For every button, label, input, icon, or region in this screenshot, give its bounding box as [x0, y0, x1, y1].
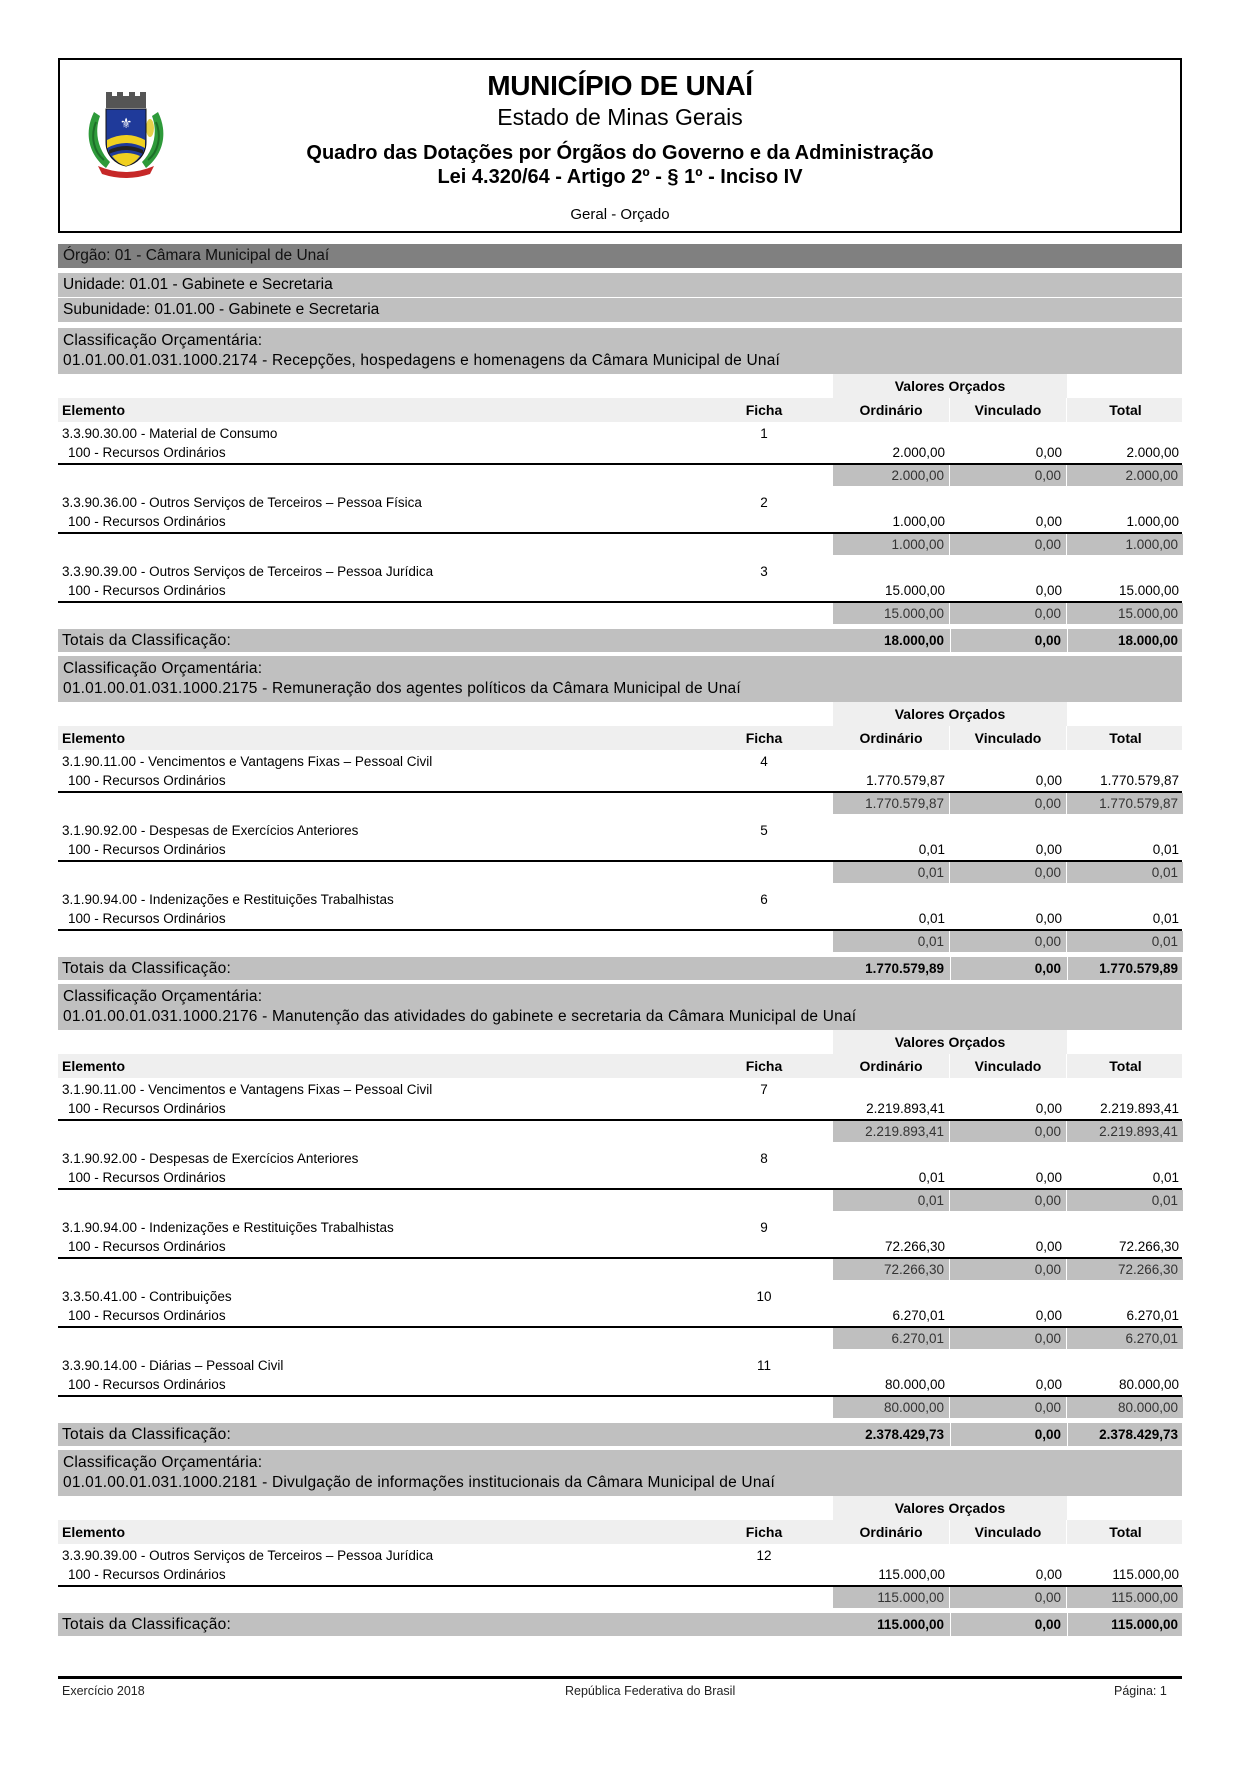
subtotal-total: 0,01 — [1067, 1190, 1183, 1211]
subtotal-total: 2.219.893,41 — [1067, 1121, 1183, 1142]
subtotal-total: 1.770.579,87 — [1067, 793, 1183, 814]
vinculado-value: 0,00 — [1035, 1308, 1062, 1323]
subtotal-ordinario: 15.000,00 — [833, 603, 949, 624]
column-header-row — [58, 726, 1182, 750]
svg-text:⚜: ⚜ — [119, 116, 133, 132]
ordinario-value: 72.266,30 — [884, 1239, 945, 1254]
fonte: 100 - Recursos Ordinários — [68, 842, 226, 857]
vinculado-value: 0,00 — [1035, 773, 1062, 788]
ficha: 1 — [760, 426, 768, 441]
ordinario-value: 115.000,00 — [878, 1567, 945, 1582]
col-ordinario: Ordinário — [833, 1520, 950, 1544]
ficha: 3 — [760, 564, 768, 579]
table-row — [58, 819, 1182, 888]
ficha: 8 — [760, 1151, 768, 1166]
subtotal-vinculado: 0,00 — [950, 1328, 1066, 1349]
subtotal-total: 0,01 — [1067, 931, 1183, 952]
vinculado-value: 0,00 — [1035, 1101, 1062, 1116]
totals-vinculado: 0,00 — [950, 957, 1066, 980]
fonte: 100 - Recursos Ordinários — [68, 911, 226, 926]
fonte: 100 - Recursos Ordinários — [68, 445, 226, 460]
col-ordinario: Ordinário — [833, 398, 950, 422]
total-value: 80.000,00 — [1118, 1377, 1179, 1392]
subtotal-total: 1.000,00 — [1067, 534, 1183, 555]
total-value: 6.270,01 — [1126, 1308, 1179, 1323]
col-total: Total — [1109, 402, 1142, 418]
elemento: 3.3.90.36.00 - Outros Serviços de Terceiros – Pessoa Física — [62, 495, 422, 510]
vinculado-value: 0,00 — [1035, 1170, 1062, 1185]
ficha: 7 — [760, 1082, 768, 1097]
totals-total: 115.000,00 — [1067, 1613, 1183, 1636]
orgao-bar: Órgão: 01 - Câmara Municipal de Unaí — [58, 244, 1182, 268]
report-title: Quadro das Dotações por Órgãos do Governo e da Administração — [306, 142, 934, 164]
total-value: 0,01 — [1152, 911, 1179, 926]
state-subtitle: Estado de Minas Gerais — [497, 104, 743, 130]
col-ordinario: Ordinário — [833, 1054, 950, 1078]
subtotal-vinculado: 0,00 — [950, 1190, 1066, 1211]
ficha: 9 — [760, 1220, 768, 1235]
subtotal-vinculado: 0,00 — [950, 1397, 1066, 1418]
classification-section — [58, 328, 1182, 652]
fonte: 100 - Recursos Ordinários — [68, 583, 226, 598]
classification-section — [58, 1450, 1182, 1636]
totals-vinculado: 0,00 — [950, 1613, 1066, 1636]
valores-orcados-header: Valores Orçados — [833, 1030, 1067, 1054]
table-row — [58, 1078, 1182, 1147]
ficha: 6 — [760, 892, 768, 907]
subtotal-total: 72.266,30 — [1067, 1259, 1183, 1280]
totals-label: Totais da Classificação: — [62, 1426, 232, 1443]
subtotal-ordinario: 115.000,00 — [833, 1587, 949, 1608]
table-row — [58, 1147, 1182, 1216]
col-elemento: Elemento — [62, 402, 126, 418]
subtotal-ordinario: 80.000,00 — [833, 1397, 949, 1418]
total-value: 2.000,00 — [1126, 445, 1179, 460]
vinculado-value: 0,00 — [1035, 445, 1062, 460]
elemento: 3.1.90.11.00 - Vencimentos e Vantagens Fixas – Pessoal Civil — [62, 754, 433, 769]
report-header — [58, 58, 1182, 233]
col-total: Total — [1109, 1058, 1142, 1074]
col-vinculado: Vinculado — [950, 1520, 1067, 1544]
municipality-title: MUNICÍPIO DE UNAÍ — [487, 70, 753, 101]
ordinario-value: 2.000,00 — [892, 445, 945, 460]
totals-ordinario: 115.000,00 — [877, 1617, 944, 1632]
ordinario-value: 2.219.893,41 — [866, 1101, 945, 1116]
elemento: 3.1.90.92.00 - Despesas de Exercícios Anteriores — [62, 1151, 359, 1166]
subtotal-vinculado: 0,00 — [950, 862, 1066, 883]
totals-total: 18.000,00 — [1067, 629, 1183, 652]
col-total: Total — [1109, 1524, 1142, 1540]
col-vinculado: Vinculado — [950, 398, 1067, 422]
classification-totals-row — [58, 957, 1182, 980]
unidade-bar: Unidade: 01.01 - Gabinete e Secretaria — [58, 273, 1182, 297]
total-value: 15.000,00 — [1118, 583, 1179, 598]
col-elemento: Elemento — [62, 1524, 126, 1540]
totals-vinculado: 0,00 — [950, 629, 1066, 652]
totals-label: Totais da Classificação: — [62, 632, 232, 649]
classification-label: Classificação Orçamentária: — [63, 660, 263, 677]
ficha: 2 — [760, 495, 768, 510]
column-header-row — [58, 1520, 1182, 1544]
table-row — [58, 1354, 1182, 1423]
ordinario-value: 0,01 — [918, 911, 945, 926]
ordinario-value: 1.000,00 — [892, 514, 945, 529]
classification-header — [58, 1450, 1182, 1496]
column-header-row — [58, 1054, 1182, 1078]
vinculado-value: 0,00 — [1035, 514, 1062, 529]
total-value: 0,01 — [1152, 1170, 1179, 1185]
total-value: 1.000,00 — [1126, 514, 1179, 529]
subtotal-ordinario: 2.000,00 — [833, 465, 949, 486]
ordinario-value: 1.770.579,87 — [866, 773, 945, 788]
subtotal-ordinario: 0,01 — [833, 862, 949, 883]
ficha: 11 — [756, 1358, 771, 1373]
vinculado-value: 0,00 — [1035, 1239, 1062, 1254]
subtotal-vinculado: 0,00 — [950, 603, 1066, 624]
col-elemento: Elemento — [62, 1058, 126, 1074]
fonte: 100 - Recursos Ordinários — [68, 1308, 226, 1323]
total-value: 72.266,30 — [1118, 1239, 1179, 1254]
subtotal-ordinario: 0,01 — [833, 1190, 949, 1211]
elemento: 3.1.90.94.00 - Indenizações e Restituições Trabalhistas — [62, 1220, 394, 1235]
subtotal-total: 80.000,00 — [1067, 1397, 1183, 1418]
vinculado-value: 0,00 — [1035, 911, 1062, 926]
classification-section — [58, 656, 1182, 980]
total-value: 1.770.579,87 — [1100, 773, 1179, 788]
footer-exercicio: Exercício 2018 — [62, 1684, 145, 1698]
subtotal-vinculado: 0,00 — [950, 465, 1066, 486]
valores-orcados-header: Valores Orçados — [833, 1496, 1067, 1520]
vinculado-value: 0,00 — [1035, 1567, 1062, 1582]
table-row — [58, 560, 1182, 629]
totals-label: Totais da Classificação: — [62, 960, 232, 977]
subtotal-ordinario: 0,01 — [833, 931, 949, 952]
subunidade-bar: Subunidade: 01.01.00 - Gabinete e Secretaria — [58, 298, 1182, 322]
subtotal-total: 15.000,00 — [1067, 603, 1183, 624]
total-value: 2.219.893,41 — [1100, 1101, 1179, 1116]
classification-totals-row — [58, 1613, 1182, 1636]
vinculado-value: 0,00 — [1035, 1377, 1062, 1392]
fonte: 100 - Recursos Ordinários — [68, 1170, 226, 1185]
ordinario-value: 15.000,00 — [884, 583, 945, 598]
elemento: 3.3.90.14.00 - Diárias – Pessoal Civil — [62, 1358, 284, 1373]
elemento: 3.3.90.39.00 - Outros Serviços de Terceiros – Pessoa Jurídica — [62, 1548, 434, 1563]
col-ficha: Ficha — [745, 1524, 783, 1540]
subtotal-ordinario: 72.266,30 — [833, 1259, 949, 1280]
table-row — [58, 750, 1182, 819]
subtotal-total: 2.000,00 — [1067, 465, 1183, 486]
report-scope: Geral - Orçado — [570, 206, 670, 223]
table-row — [58, 491, 1182, 560]
classification-code: 01.01.00.01.031.1000.2174 - Recepções, hospedagens e homenagens da Câmara Municipal de Unaí — [63, 352, 781, 369]
vinculado-value: 0,00 — [1035, 842, 1062, 857]
subtotal-vinculado: 0,00 — [950, 1587, 1066, 1608]
totals-vinculado: 0,00 — [950, 1423, 1066, 1446]
ordinario-value: 6.270,01 — [892, 1308, 945, 1323]
totals-label: Totais da Classificação: — [62, 1616, 232, 1633]
ficha: 12 — [756, 1548, 772, 1563]
ficha: 4 — [760, 754, 768, 769]
subtotal-ordinario: 1.770.579,87 — [833, 793, 949, 814]
fonte: 100 - Recursos Ordinários — [68, 514, 226, 529]
classification-totals-row — [58, 1423, 1182, 1446]
valores-orcados-header: Valores Orçados — [833, 702, 1067, 726]
ordinario-value: 0,01 — [918, 842, 945, 857]
subtotal-vinculado: 0,00 — [950, 931, 1066, 952]
totals-total: 1.770.579,89 — [1067, 957, 1183, 980]
table-row — [58, 1544, 1182, 1613]
ordinario-value: 0,01 — [918, 1170, 945, 1185]
subtotal-vinculado: 0,00 — [950, 793, 1066, 814]
subtotal-ordinario: 6.270,01 — [833, 1328, 949, 1349]
subtotal-vinculado: 0,00 — [950, 1259, 1066, 1280]
col-total: Total — [1109, 730, 1142, 746]
ordinario-value: 80.000,00 — [884, 1377, 945, 1392]
classification-code: 01.01.00.01.031.1000.2181 - Divulgação de informações institucionais da Câmara Municipal de Unaí — [63, 1474, 775, 1491]
elemento: 3.1.90.11.00 - Vencimentos e Vantagens Fixas – Pessoal Civil — [62, 1082, 433, 1097]
classification-section — [58, 984, 1182, 1446]
col-vinculado: Vinculado — [950, 726, 1067, 750]
footer-republica: República Federativa do Brasil — [565, 1684, 736, 1698]
totals-total: 2.378.429,73 — [1067, 1423, 1183, 1446]
total-value: 0,01 — [1152, 842, 1179, 857]
fonte: 100 - Recursos Ordinários — [68, 1101, 226, 1116]
report-body — [58, 244, 1182, 1640]
total-value: 115.000,00 — [1112, 1567, 1179, 1582]
subtotal-ordinario: 1.000,00 — [833, 534, 949, 555]
classification-totals-row — [58, 629, 1182, 652]
classification-label: Classificação Orçamentária: — [63, 332, 263, 349]
law-reference: Lei 4.320/64 - Artigo 2º - § 1º - Inciso IV — [437, 166, 803, 188]
totals-ordinario: 18.000,00 — [883, 633, 944, 648]
elemento: 3.3.90.39.00 - Outros Serviços de Terceiros – Pessoa Jurídica — [62, 564, 434, 579]
col-vinculado: Vinculado — [950, 1054, 1067, 1078]
col-ficha: Ficha — [745, 402, 783, 418]
elemento: 3.3.50.41.00 - Contribuições — [62, 1289, 232, 1304]
table-row — [58, 422, 1182, 491]
col-ficha: Ficha — [745, 730, 783, 746]
elemento: 3.1.90.94.00 - Indenizações e Restituições Trabalhistas — [62, 892, 394, 907]
subtotal-vinculado: 0,00 — [950, 1121, 1066, 1142]
fonte: 100 - Recursos Ordinários — [68, 1377, 226, 1392]
ficha: 10 — [756, 1289, 772, 1304]
col-ordinario: Ordinário — [833, 726, 950, 750]
ficha: 5 — [760, 823, 768, 838]
classification-label: Classificação Orçamentária: — [63, 1454, 263, 1471]
table-row — [58, 1216, 1182, 1285]
col-elemento: Elemento — [62, 730, 126, 746]
fonte: 100 - Recursos Ordinários — [68, 773, 226, 788]
totals-ordinario: 1.770.579,89 — [865, 961, 944, 976]
classification-header — [58, 984, 1182, 1030]
subtotal-ordinario: 2.219.893,41 — [833, 1121, 949, 1142]
fonte: 100 - Recursos Ordinários — [68, 1239, 226, 1254]
subtotal-total: 0,01 — [1067, 862, 1183, 883]
subtotal-vinculado: 0,00 — [950, 534, 1066, 555]
valores-orcados-header: Valores Orçados — [833, 374, 1067, 398]
col-ficha: Ficha — [745, 1058, 783, 1074]
footer-page-number: Página: 1 — [1114, 1684, 1167, 1698]
table-row — [58, 888, 1182, 957]
elemento: 3.3.90.30.00 - Material de Consumo — [62, 426, 278, 441]
subtotal-total: 6.270,01 — [1067, 1328, 1183, 1349]
classification-label: Classificação Orçamentária: — [63, 988, 263, 1005]
elemento: 3.1.90.92.00 - Despesas de Exercícios Anteriores — [62, 823, 359, 838]
totals-ordinario: 2.378.429,73 — [865, 1427, 944, 1442]
footer-divider — [58, 1676, 1182, 1679]
subtotal-total: 115.000,00 — [1067, 1587, 1183, 1608]
classification-code: 01.01.00.01.031.1000.2176 - Manutenção das atividades do gabinete e secretaria da Câmara Municipal de Unaí — [63, 1008, 857, 1025]
classification-code: 01.01.00.01.031.1000.2175 - Remuneração dos agentes políticos da Câmara Municipal de Unaí — [63, 680, 741, 697]
vinculado-value: 0,00 — [1035, 583, 1062, 598]
classification-header — [58, 328, 1182, 374]
column-header-row — [58, 398, 1182, 422]
table-row — [58, 1285, 1182, 1354]
classification-header — [58, 656, 1182, 702]
fonte: 100 - Recursos Ordinários — [68, 1567, 226, 1582]
